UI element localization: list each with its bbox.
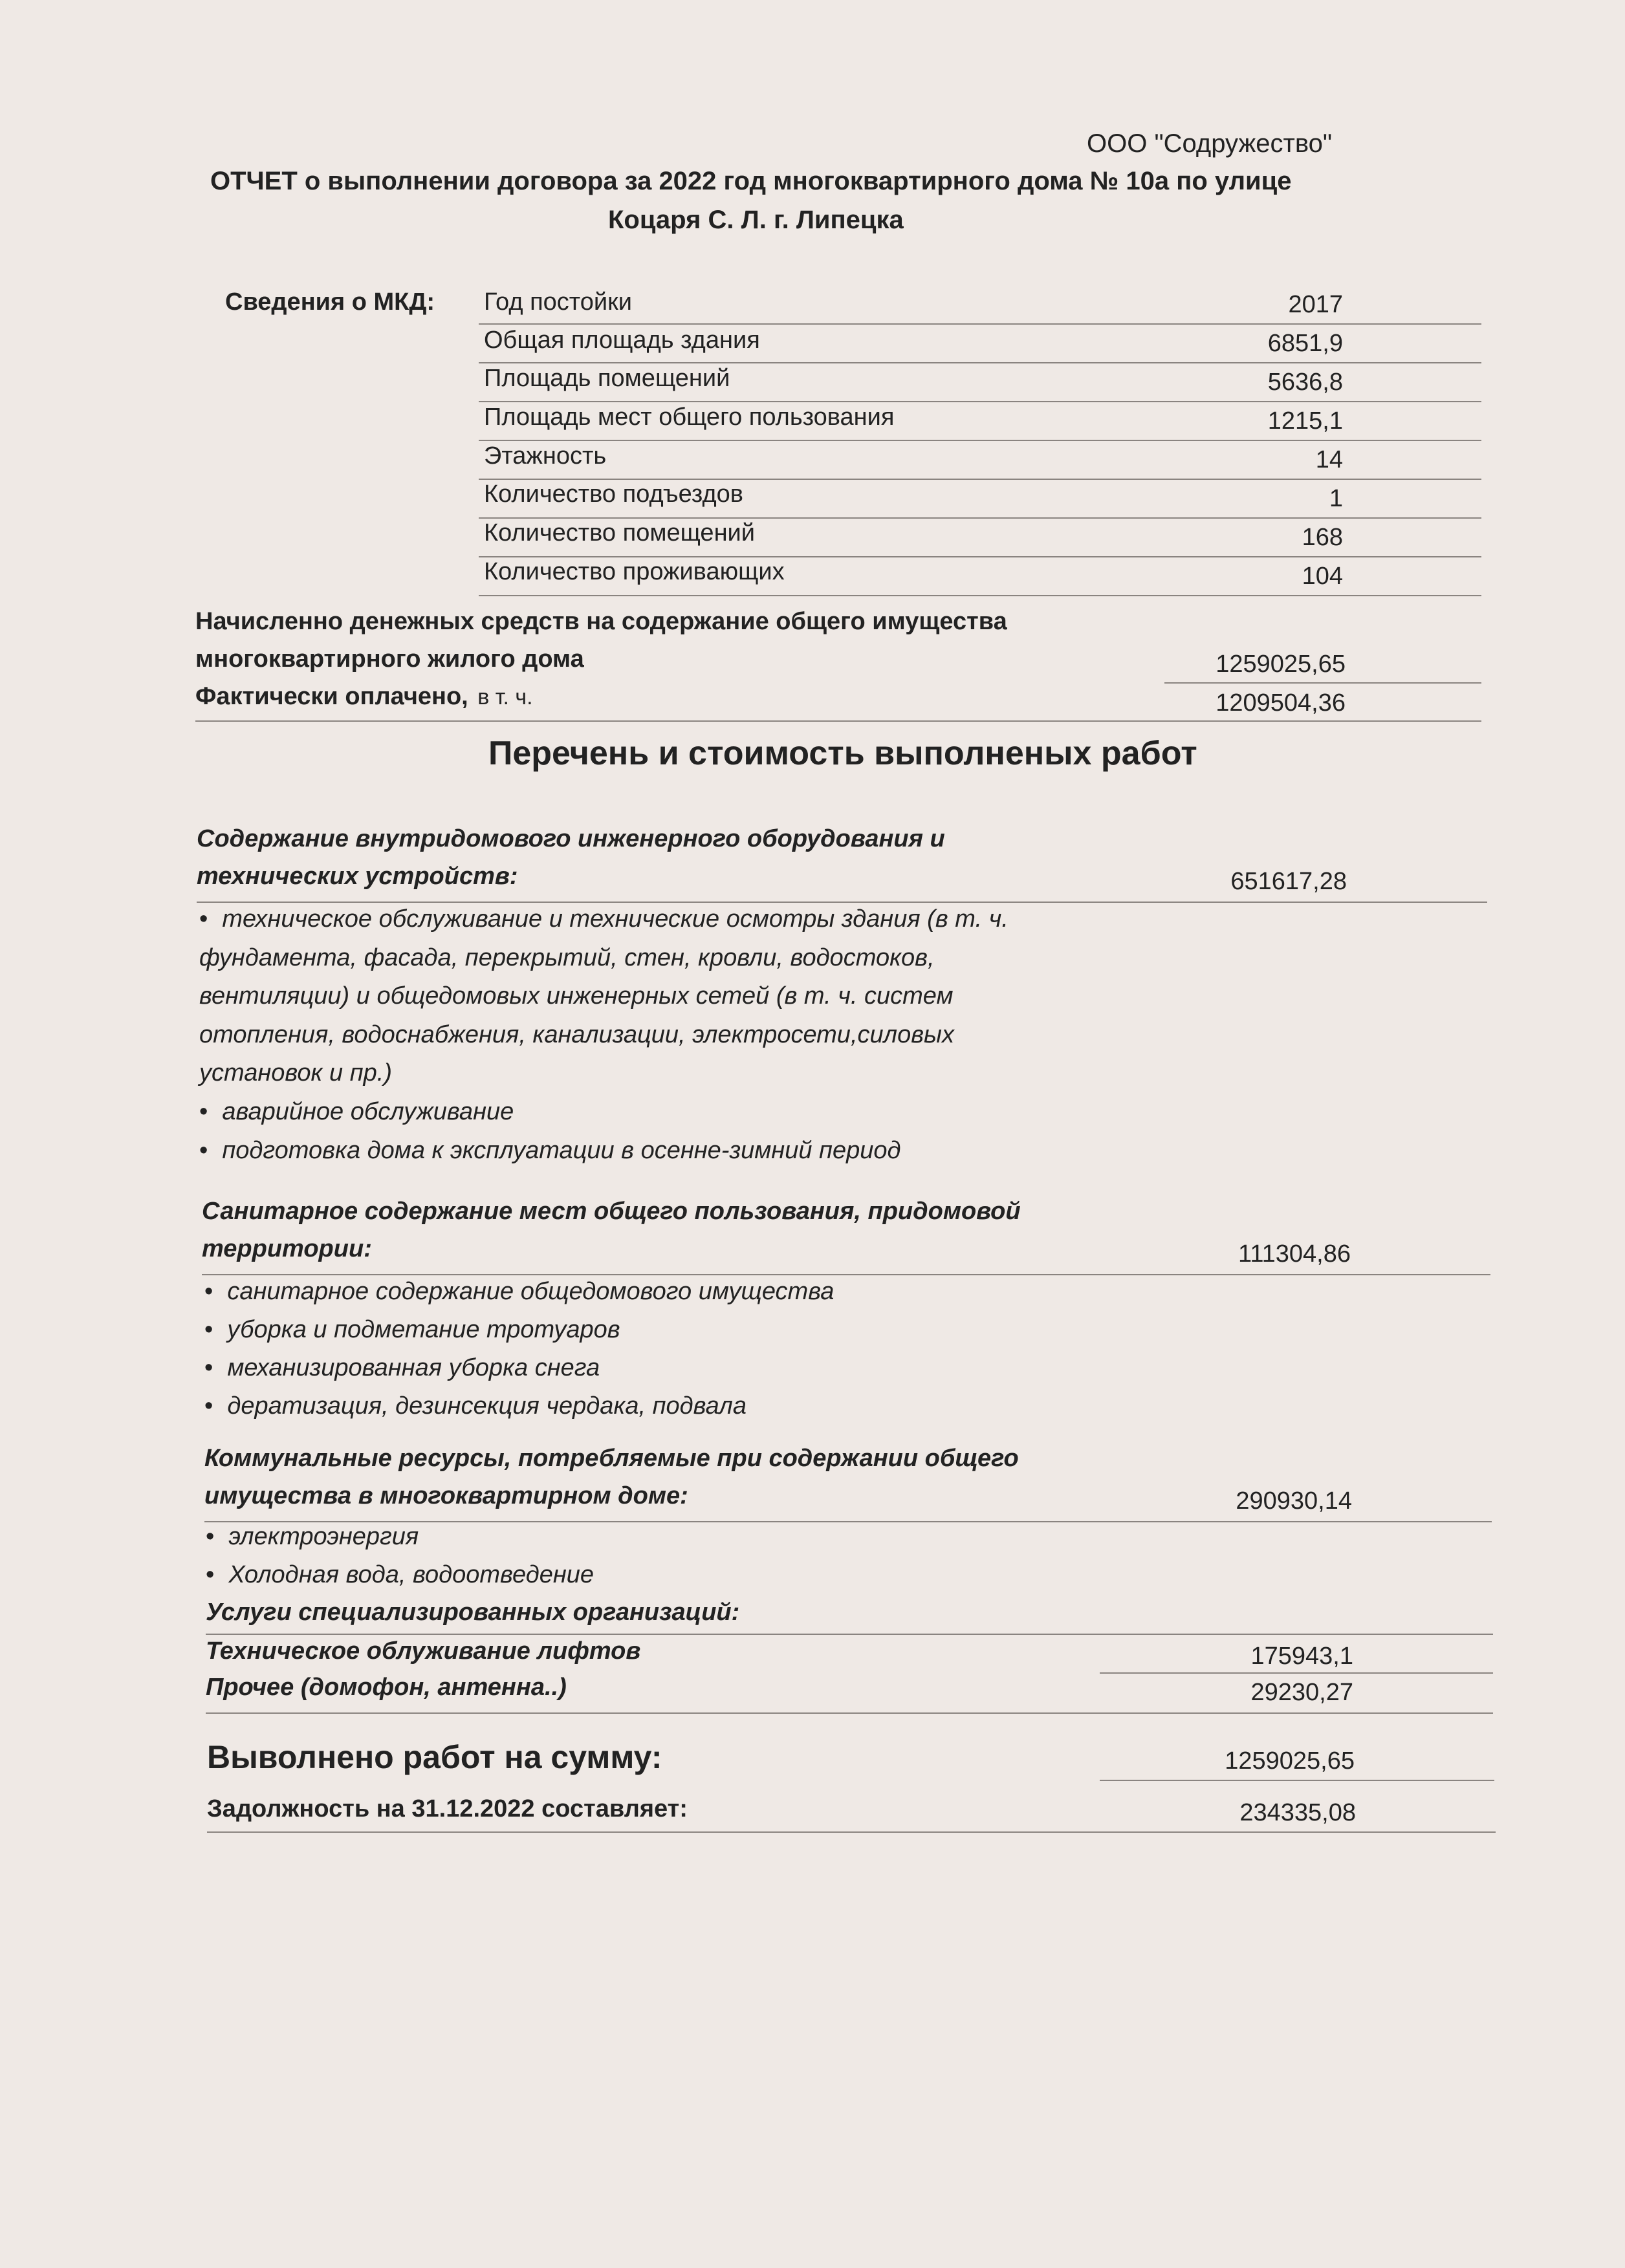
section3-title-line1: Коммунальные ресурсы, потребляемые при содержании общего xyxy=(204,1445,1019,1472)
section1-title-line1: Содержание внутридомового инженерного оборудования и xyxy=(197,825,945,852)
section2-value: 111304,86 xyxy=(1238,1240,1351,1268)
list-item: • техническое обслуживание и технические осмотры здания (в т. ч. xyxy=(199,905,1009,933)
row-divider xyxy=(206,1712,1493,1714)
list-item-continuation: вентиляции) и общедомовых инженерных сетей (в т. ч. систем xyxy=(199,982,954,1010)
list-item: • аварийное обслуживание xyxy=(199,1098,514,1126)
list-item: • дератизация, дезинсекция чердака, подвала xyxy=(204,1392,747,1420)
work-total-value: 1259025,65 xyxy=(1225,1747,1355,1775)
row-divider xyxy=(195,720,1481,722)
service-row-label: Техническое облуживание лифтов xyxy=(206,1637,641,1665)
row-divider xyxy=(479,401,1481,402)
accrued-value: 1259025,65 xyxy=(1216,651,1346,678)
row-divider xyxy=(479,556,1481,557)
service-row-value: 29230,27 xyxy=(1250,1679,1353,1706)
works-heading: Перечень и стоимость выполненых работ xyxy=(488,735,1197,772)
row-divider xyxy=(1164,682,1481,684)
section3-title-line2: имущества в многоквартирном доме: xyxy=(204,1482,688,1509)
list-item: • механизированная уборка снега xyxy=(204,1354,600,1382)
list-item-continuation: установок и пр.) xyxy=(199,1059,392,1086)
row-divider xyxy=(479,440,1481,441)
work-total-label: Выволнено работ на сумму: xyxy=(207,1739,662,1775)
section2-title-line1: Санитарное содержание мест общего пользования, придомовой xyxy=(202,1198,1021,1225)
mkd-row-value: 6851,9 xyxy=(1267,330,1343,357)
paid-row xyxy=(195,683,533,711)
mkd-row-label: Количество подъездов xyxy=(484,481,743,508)
row-divider xyxy=(207,1831,1496,1833)
mkd-row-label: Этажность xyxy=(484,442,607,470)
mkd-row-label: Количество проживающих xyxy=(484,558,785,585)
mkd-row-value: 1215,1 xyxy=(1267,407,1343,435)
accrued-label-line1: Начисленно денежных средств на содержание общего имущества xyxy=(195,608,1007,635)
row-divider xyxy=(1100,1780,1494,1781)
list-item: • Холодная вода, водоотведение xyxy=(206,1561,594,1589)
company-name: ООО "Содружество" xyxy=(1087,129,1333,158)
list-item: • электроэнергия xyxy=(206,1523,419,1551)
accrued-label-line2: многоквартирного жилого дома xyxy=(195,645,584,673)
row-divider xyxy=(197,902,1487,903)
section4-title: Услуги специализированных организаций: xyxy=(206,1599,740,1626)
row-divider xyxy=(204,1521,1492,1522)
section3-value: 290930,14 xyxy=(1236,1487,1352,1515)
row-divider xyxy=(479,323,1481,325)
row-divider xyxy=(479,517,1481,519)
mkd-row-value: 104 xyxy=(1302,563,1343,590)
section2-title-line2: территории: xyxy=(202,1235,372,1262)
report-title-line1: ОТЧЕТ о выполнении договора за 2022 год многоквартирного дома № 10а по улице xyxy=(210,167,1292,195)
list-item: • санитарное содержание общедомового имущества xyxy=(204,1278,834,1306)
row-divider xyxy=(479,595,1481,596)
debt-label: Задолжность на 31.12.2022 составляет: xyxy=(207,1795,688,1822)
mkd-row-value: 14 xyxy=(1315,446,1343,473)
row-divider xyxy=(479,362,1481,363)
debt-value: 234335,08 xyxy=(1239,1799,1356,1826)
list-item: • уборка и подметание тротуаров xyxy=(204,1316,620,1344)
mkd-row-label: Площадь помещений xyxy=(484,365,730,392)
report-title-line2: Коцаря С. Л. г. Липецка xyxy=(608,206,904,234)
row-divider xyxy=(202,1274,1490,1275)
mkd-row-label: Год постойки xyxy=(484,288,632,316)
section1-title-line2: технических устройств: xyxy=(197,863,518,890)
mkd-row-label: Площадь мест общего пользования xyxy=(484,404,895,431)
section1-value: 651617,28 xyxy=(1230,868,1347,895)
list-item-continuation: фундамента, фасада, перекрытий, стен, кровли, водостоков, xyxy=(199,944,935,971)
service-row-value: 175943,1 xyxy=(1250,1643,1353,1670)
service-row-label: Прочее (домофон, антенна..) xyxy=(206,1674,567,1701)
paid-suffix: в т. ч. xyxy=(477,685,533,709)
list-item-continuation: отопления, водоснабжения, канализации, электросети,силовых xyxy=(199,1021,954,1048)
paid-value: 1209504,36 xyxy=(1216,689,1346,717)
list-item: • подготовка дома к эксплуатации в осенне-зимний период xyxy=(199,1137,901,1165)
mkd-label: Сведения о МКД: xyxy=(225,288,435,316)
mkd-row-label: Общая площадь здания xyxy=(484,327,760,354)
row-divider xyxy=(1100,1672,1493,1674)
mkd-row-label: Количество помещений xyxy=(484,519,756,546)
mkd-row-value: 5636,8 xyxy=(1267,369,1343,396)
row-divider xyxy=(206,1634,1493,1635)
mkd-row-value: 1 xyxy=(1329,485,1343,512)
mkd-row-value: 168 xyxy=(1302,524,1343,551)
row-divider xyxy=(479,479,1481,480)
paid-label: Фактически оплачено, xyxy=(195,683,468,710)
mkd-row-value: 2017 xyxy=(1288,291,1343,318)
